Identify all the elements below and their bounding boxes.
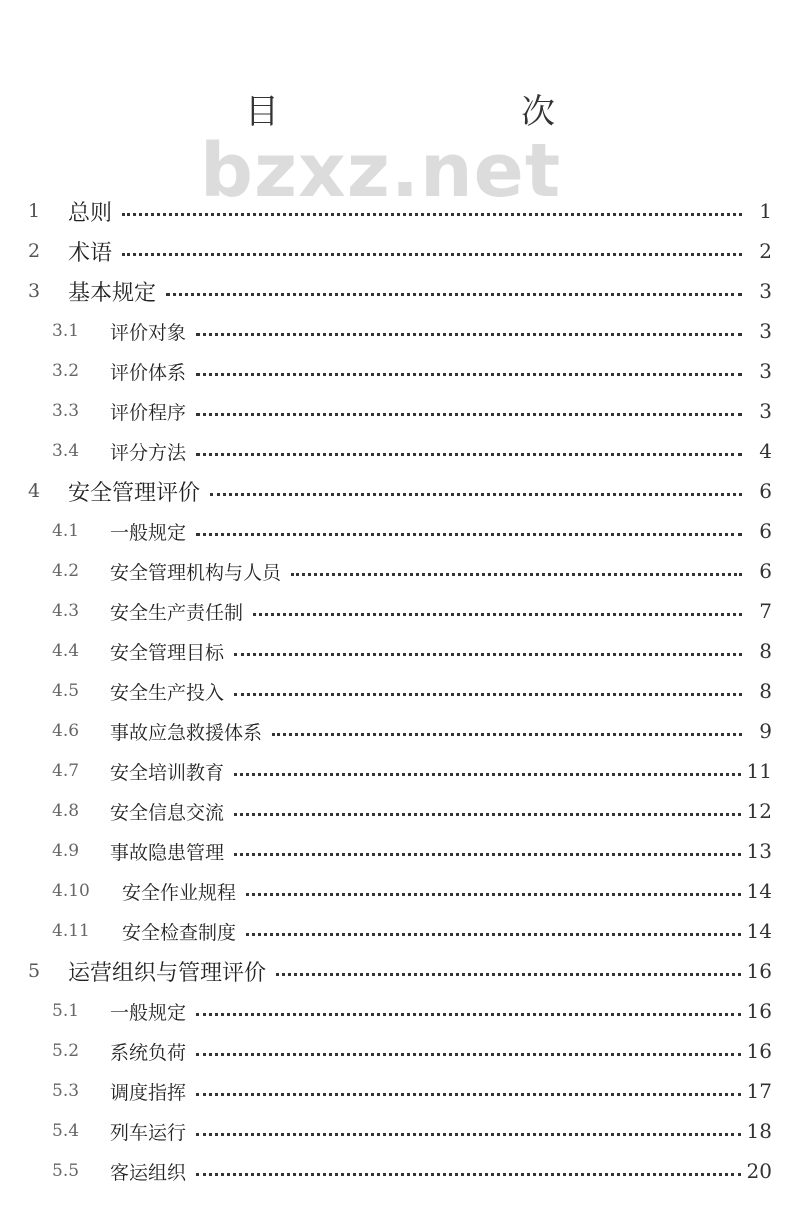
toc-entry-label: 安全作业规程 — [122, 881, 237, 904]
toc-entry-number: 5.5 — [52, 1161, 80, 1181]
toc-entry-label: 客运组织 — [110, 1161, 187, 1184]
dot-leader — [276, 973, 741, 976]
toc-entry-page-number: 18 — [746, 1119, 772, 1143]
toc-entry[interactable] — [0, 671, 800, 711]
toc-entry-page-number: 14 — [746, 919, 772, 943]
toc-entry-number: 3.4 — [52, 441, 80, 461]
toc-entry-label: 事故隐患管理 — [110, 841, 225, 864]
toc-entry[interactable] — [0, 831, 800, 871]
toc-entry-number: 5.4 — [52, 1121, 80, 1141]
toc-entry-page-number: 7 — [759, 599, 772, 623]
toc-entry-label: 事故应急救援体系 — [110, 721, 263, 744]
toc-entry-number: 2 — [28, 240, 41, 262]
toc-entry[interactable] — [0, 391, 800, 431]
toc-entry-label: 调度指挥 — [110, 1081, 187, 1104]
toc-entry-page-number: 2 — [759, 239, 772, 263]
dot-leader — [166, 293, 742, 296]
toc-entry-number: 5.3 — [52, 1081, 80, 1101]
toc-entry[interactable] — [0, 631, 800, 671]
toc-entry-number: 5.2 — [52, 1041, 80, 1061]
toc-entry-page-number: 4 — [759, 439, 772, 463]
dot-leader — [196, 1053, 741, 1056]
toc-entry-label: 列车运行 — [110, 1121, 187, 1144]
dot-leader — [196, 1133, 741, 1136]
dot-leader — [234, 773, 741, 776]
dot-leader — [122, 213, 742, 216]
toc-entry-number: 4.7 — [52, 761, 80, 781]
dot-leader — [246, 893, 741, 896]
toc-entry-label: 评分方法 — [110, 441, 187, 464]
toc-entry-label: 安全生产责任制 — [110, 601, 244, 624]
toc-entry[interactable] — [0, 791, 800, 831]
toc-entry-label: 系统负荷 — [110, 1041, 187, 1064]
toc-entry-label: 评价对象 — [110, 321, 187, 344]
toc-entry-number: 4.11 — [52, 921, 90, 941]
toc-entry-number: 3.3 — [52, 401, 80, 421]
toc-entry-page-number: 20 — [746, 1159, 772, 1183]
toc-entry-page-number: 3 — [759, 359, 772, 383]
toc-entry-page-number: 16 — [746, 1039, 772, 1063]
toc-entry-page-number: 6 — [759, 519, 772, 543]
toc-entry[interactable] — [0, 871, 800, 911]
toc-entry-label: 安全信息交流 — [110, 801, 225, 824]
dot-leader — [246, 933, 741, 936]
toc-entry[interactable] — [0, 751, 800, 791]
toc-entry-number: 4.9 — [52, 841, 80, 861]
toc-entry[interactable] — [0, 991, 800, 1031]
toc-entry-page-number: 3 — [759, 399, 772, 423]
toc-entry-page-number: 13 — [746, 839, 772, 863]
toc-entry-label: 总则 — [68, 200, 113, 226]
toc-entry-label: 运营组织与管理评价 — [68, 960, 267, 986]
toc-entry[interactable] — [0, 711, 800, 751]
toc-entry-label: 安全培训教育 — [110, 761, 225, 784]
toc-entry-label: 一般规定 — [110, 1001, 187, 1024]
dot-leader — [196, 373, 742, 376]
dot-leader — [196, 333, 742, 336]
dot-leader — [234, 693, 742, 696]
toc-entry[interactable] — [0, 511, 800, 551]
dot-leader — [234, 813, 741, 816]
dot-leader — [196, 453, 742, 456]
toc-entry-number: 4.10 — [52, 881, 90, 901]
toc-entry-label: 安全管理评价 — [68, 480, 201, 506]
toc-entry-number: 5.1 — [52, 1001, 80, 1021]
toc-entry-page-number: 3 — [759, 319, 772, 343]
toc-entry[interactable] — [0, 1111, 800, 1151]
dot-leader — [234, 653, 742, 656]
toc-entry[interactable] — [0, 911, 800, 951]
toc-entry-number: 5 — [28, 960, 41, 982]
toc-entry[interactable] — [0, 1151, 800, 1191]
dot-leader — [122, 253, 742, 256]
toc-entry-page-number: 14 — [746, 879, 772, 903]
dot-leader — [210, 493, 742, 496]
toc-entry[interactable] — [0, 1031, 800, 1071]
dot-leader — [253, 613, 742, 616]
toc-entry[interactable] — [0, 351, 800, 391]
toc-entry-label: 安全管理目标 — [110, 641, 225, 664]
toc-entry-number: 4.4 — [52, 641, 80, 661]
dot-leader — [272, 733, 742, 736]
toc-entry-page-number: 6 — [759, 559, 772, 583]
toc-entry-number: 4.8 — [52, 801, 80, 821]
toc-entry-page-number: 12 — [746, 799, 772, 823]
toc-entry-label: 基本规定 — [68, 280, 157, 306]
toc-entry-page-number: 3 — [759, 279, 772, 303]
toc-entry-page-number: 9 — [759, 719, 772, 743]
toc-entry[interactable] — [0, 551, 800, 591]
toc-entry-number: 1 — [28, 200, 41, 222]
dot-leader — [196, 1173, 741, 1176]
toc-entry[interactable] — [0, 951, 800, 991]
toc-entry-label: 一般规定 — [110, 521, 187, 544]
toc-entry-number: 3 — [28, 280, 41, 302]
toc-entry[interactable] — [0, 471, 800, 511]
toc-entry-label: 术语 — [68, 240, 113, 266]
toc-entry-label: 评价程序 — [110, 401, 187, 424]
toc-entry[interactable] — [0, 311, 800, 351]
toc-entry-page-number: 16 — [746, 959, 772, 983]
dot-leader — [196, 413, 742, 416]
dot-leader — [234, 853, 741, 856]
toc-entry-number: 4 — [28, 480, 41, 502]
toc-entry-page-number: 6 — [759, 479, 772, 503]
toc-entry-label: 安全生产投入 — [110, 681, 225, 704]
dot-leader — [196, 1013, 741, 1016]
dot-leader — [291, 573, 742, 576]
toc-entry[interactable] — [0, 591, 800, 631]
toc-entry-number: 3.1 — [52, 321, 80, 341]
toc-entry[interactable] — [0, 191, 800, 231]
toc-entry[interactable] — [0, 271, 800, 311]
watermark-logo: bzxz.net — [200, 128, 562, 214]
toc-entry-page-number: 1 — [759, 199, 772, 223]
toc-entry-label: 安全检查制度 — [122, 921, 237, 944]
table-of-contents — [0, 191, 800, 1191]
toc-entry-label: 评价体系 — [110, 361, 187, 384]
toc-entry-page-number: 16 — [746, 999, 772, 1023]
toc-entry-number: 4.3 — [52, 601, 80, 621]
toc-entry-number: 4.6 — [52, 721, 80, 741]
toc-entry-number: 3.2 — [52, 361, 80, 381]
toc-entry-page-number: 11 — [746, 759, 772, 783]
page-title: 目 次 — [245, 92, 613, 132]
toc-entry-page-number: 8 — [759, 639, 772, 663]
toc-entry-page-number: 17 — [746, 1079, 772, 1103]
dot-leader — [196, 1093, 741, 1096]
toc-entry-label: 安全管理机构与人员 — [110, 561, 282, 584]
toc-entry[interactable] — [0, 1071, 800, 1111]
toc-entry-page-number: 8 — [759, 679, 772, 703]
dot-leader — [196, 533, 742, 536]
toc-entry[interactable] — [0, 431, 800, 471]
toc-entry[interactable] — [0, 231, 800, 271]
toc-entry-number: 4.2 — [52, 561, 80, 581]
toc-entry-number: 4.1 — [52, 521, 80, 541]
toc-entry-number: 4.5 — [52, 681, 80, 701]
